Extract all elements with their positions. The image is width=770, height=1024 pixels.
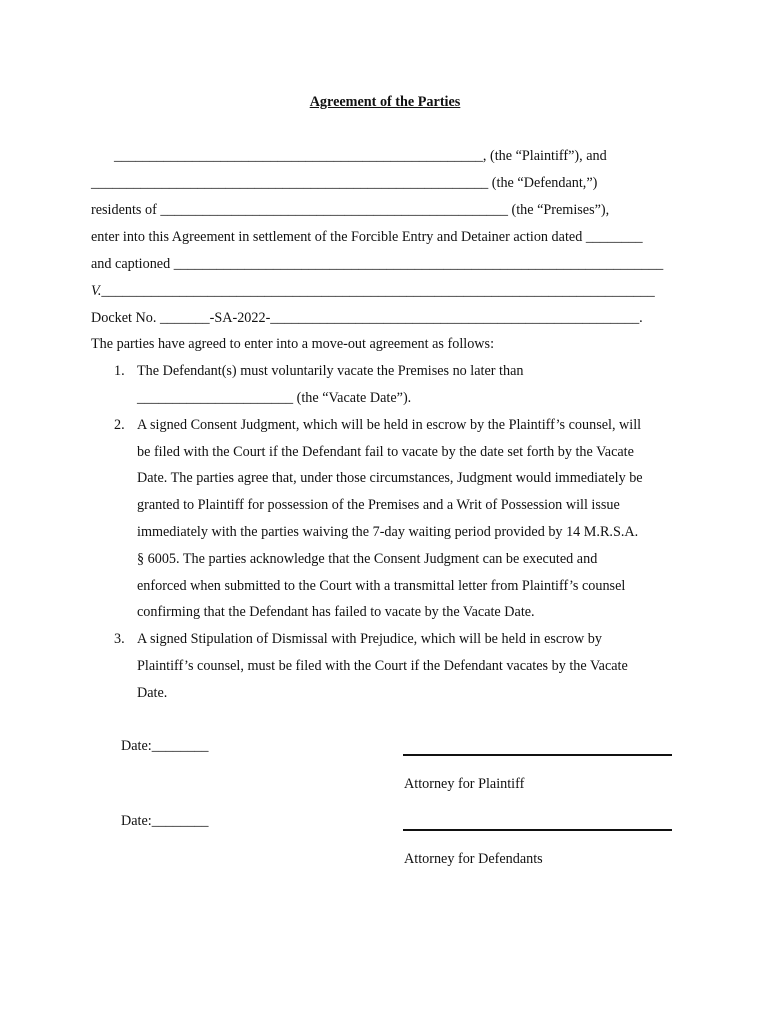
settlement-line: enter into this Agreement in settlement of the Forcible Entry and Detainer action dated ________: [91, 229, 643, 245]
item-2-line: § 6005. The parties acknowledge that the Consent Judgment can be executed and: [137, 551, 598, 567]
item-2-number: 2.: [114, 417, 125, 433]
item-2-line: immediately with the parties waiving the 7-day waiting period provided by 14 M.R.S.A.: [137, 524, 639, 540]
defendant-attorney-label: Attorney for Defendants: [404, 851, 543, 867]
item-3-number: 3.: [114, 631, 125, 647]
versus-line: V.______________________________________________________________________________: [91, 283, 655, 299]
defendant-line: ________________________________________________________ (the “Defendant,”): [91, 175, 598, 191]
agreement-lead-in: The parties have agreed to enter into a move-out agreement as follows:: [91, 336, 495, 352]
item-3-line: Plaintiff’s counsel, must be filed with the Court if the Defendant vacates by the Vacate: [137, 658, 628, 674]
plaintiff-attorney-label: Attorney for Plaintiff: [404, 776, 525, 792]
item-2-line: Date. The parties agree that, under those circumstances, Judgment would immediately be: [137, 470, 643, 486]
defendant-signature-line: [403, 829, 672, 831]
docket-line: Docket No. _______-SA-2022-____________________________________________________.: [91, 310, 643, 326]
plaintiff-line: ____________________________________________________, (the “Plaintiff”), and: [114, 148, 607, 164]
item-1-line: The Defendant(s) must voluntarily vacate the Premises no later than: [137, 363, 524, 379]
item-3-line: A signed Stipulation of Dismissal with Prejudice, which will be held in escrow by: [137, 631, 602, 647]
item-2-line: A signed Consent Judgment, which will be held in escrow by the Plaintiff’s counsel, will: [137, 417, 642, 433]
item-2-line: confirming that the Defendant has failed to vacate by the Vacate Date.: [137, 604, 535, 620]
item-1-number: 1.: [114, 363, 125, 379]
item-1-line: ______________________ (the “Vacate Date”).: [137, 390, 412, 406]
plaintiff-date-field: Date:________: [121, 738, 209, 754]
plaintiff-signature-line: [403, 754, 672, 756]
item-2-line: enforced when submitted to the Court with a transmittal letter from Plaintiff’s counsel: [137, 578, 626, 594]
document-title: Agreement of the Parties: [309, 94, 461, 110]
item-3-line: Date.: [137, 685, 168, 701]
defendant-date-field: Date:________: [121, 813, 209, 829]
item-2-line: granted to Plaintiff for possession of the Premises and a Writ of Possession will issue: [137, 497, 620, 513]
captioned-line: and captioned _____________________________________________________________________: [91, 256, 664, 272]
item-2-line: be filed with the Court if the Defendant fail to vacate by the date set forth by the Vacate: [137, 444, 634, 460]
premises-line: residents of _________________________________________________ (the “Premises”),: [91, 202, 610, 218]
